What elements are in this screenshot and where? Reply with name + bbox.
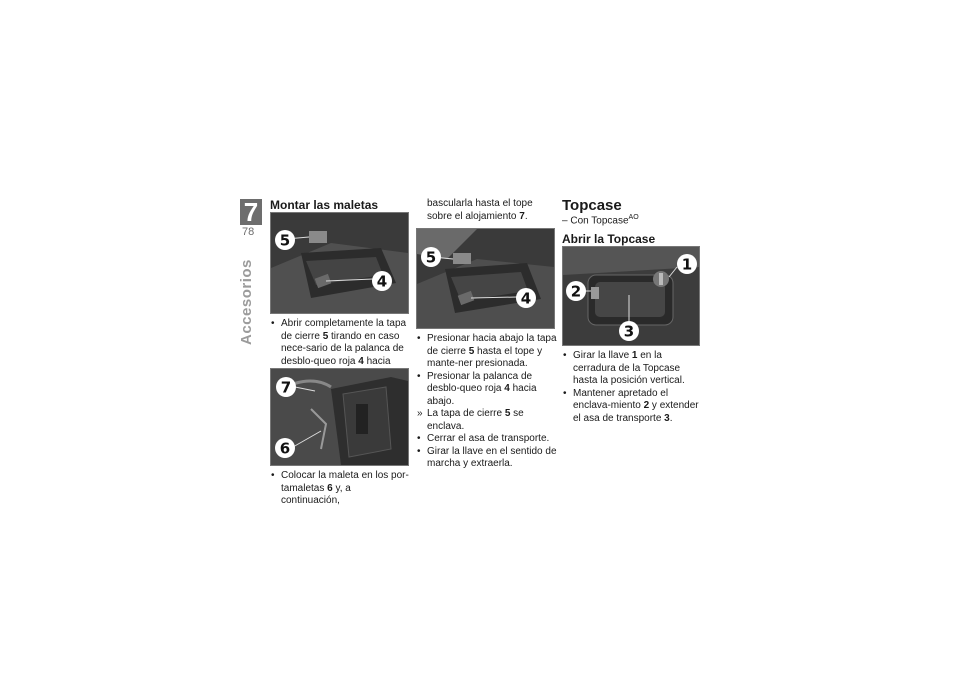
list-item: • Girar la llave 1 en la cerradura de la Topcase hasta la posición vertical.: [563, 350, 685, 386]
page-number: 78: [242, 226, 255, 238]
steps-list-2: [270, 470, 410, 508]
callout-6: 6: [279, 439, 291, 458]
chapter-number: 7: [240, 199, 262, 225]
callout-1: 1: [681, 255, 693, 274]
section-heading-mount-cases: Montar las maletas: [270, 198, 379, 212]
list-item: • Abrir completamente la tapa de cierre 5 tirando en caso nece-sario de la palanca de desblo-queo roja 4 hacia: [271, 318, 407, 367]
callout-3: 3: [623, 322, 635, 341]
callout-2: 2: [570, 282, 582, 301]
continuation-text: bascularla hasta el tope sobre el alojamiento 7.: [427, 198, 533, 222]
callout-4: 4: [520, 289, 532, 308]
callout-4: 4: [376, 272, 388, 291]
list-item: • Cerrar el asa de transporte.: [417, 433, 550, 444]
callout-5: 5: [279, 231, 291, 250]
callout-7: 7: [280, 378, 292, 397]
list-item: • Presionar la palanca de desblo-queo roja 4 hacia abajo.: [417, 370, 537, 407]
subheading-open-topcase: Abrir la Topcase: [562, 232, 656, 246]
steps-list-4: [562, 350, 704, 425]
list-item: • Mantener apretado el enclava-miento 2 y extender el asa de transporte 3.: [563, 387, 699, 424]
list-item: • Presionar hacia abajo la tapa de cierre 5 hasta el tope y mante-ner presionada.: [417, 333, 557, 369]
list-item: • Girar la llave en el sentido de marcha y extraerla.: [417, 445, 557, 469]
callout-5: 5: [425, 248, 437, 267]
chapter-title: Accesorios: [238, 259, 255, 345]
figure-topcase-lock: [562, 246, 700, 346]
figure-case-lid-open: [270, 212, 409, 314]
list-item: » La tapa de cierre 5 se enclava.: [417, 408, 524, 432]
list-item: • Colocar la maleta en los por-tamaletas 6 y, a continuación,: [271, 470, 409, 506]
option-note: – Con Topcase$^{AO}$: [562, 214, 639, 227]
figure-case-mounting: [270, 368, 409, 466]
section-heading-topcase: Topcase: [562, 197, 622, 214]
steps-list-3: [416, 333, 558, 471]
figure-case-lid-press: [416, 228, 555, 329]
